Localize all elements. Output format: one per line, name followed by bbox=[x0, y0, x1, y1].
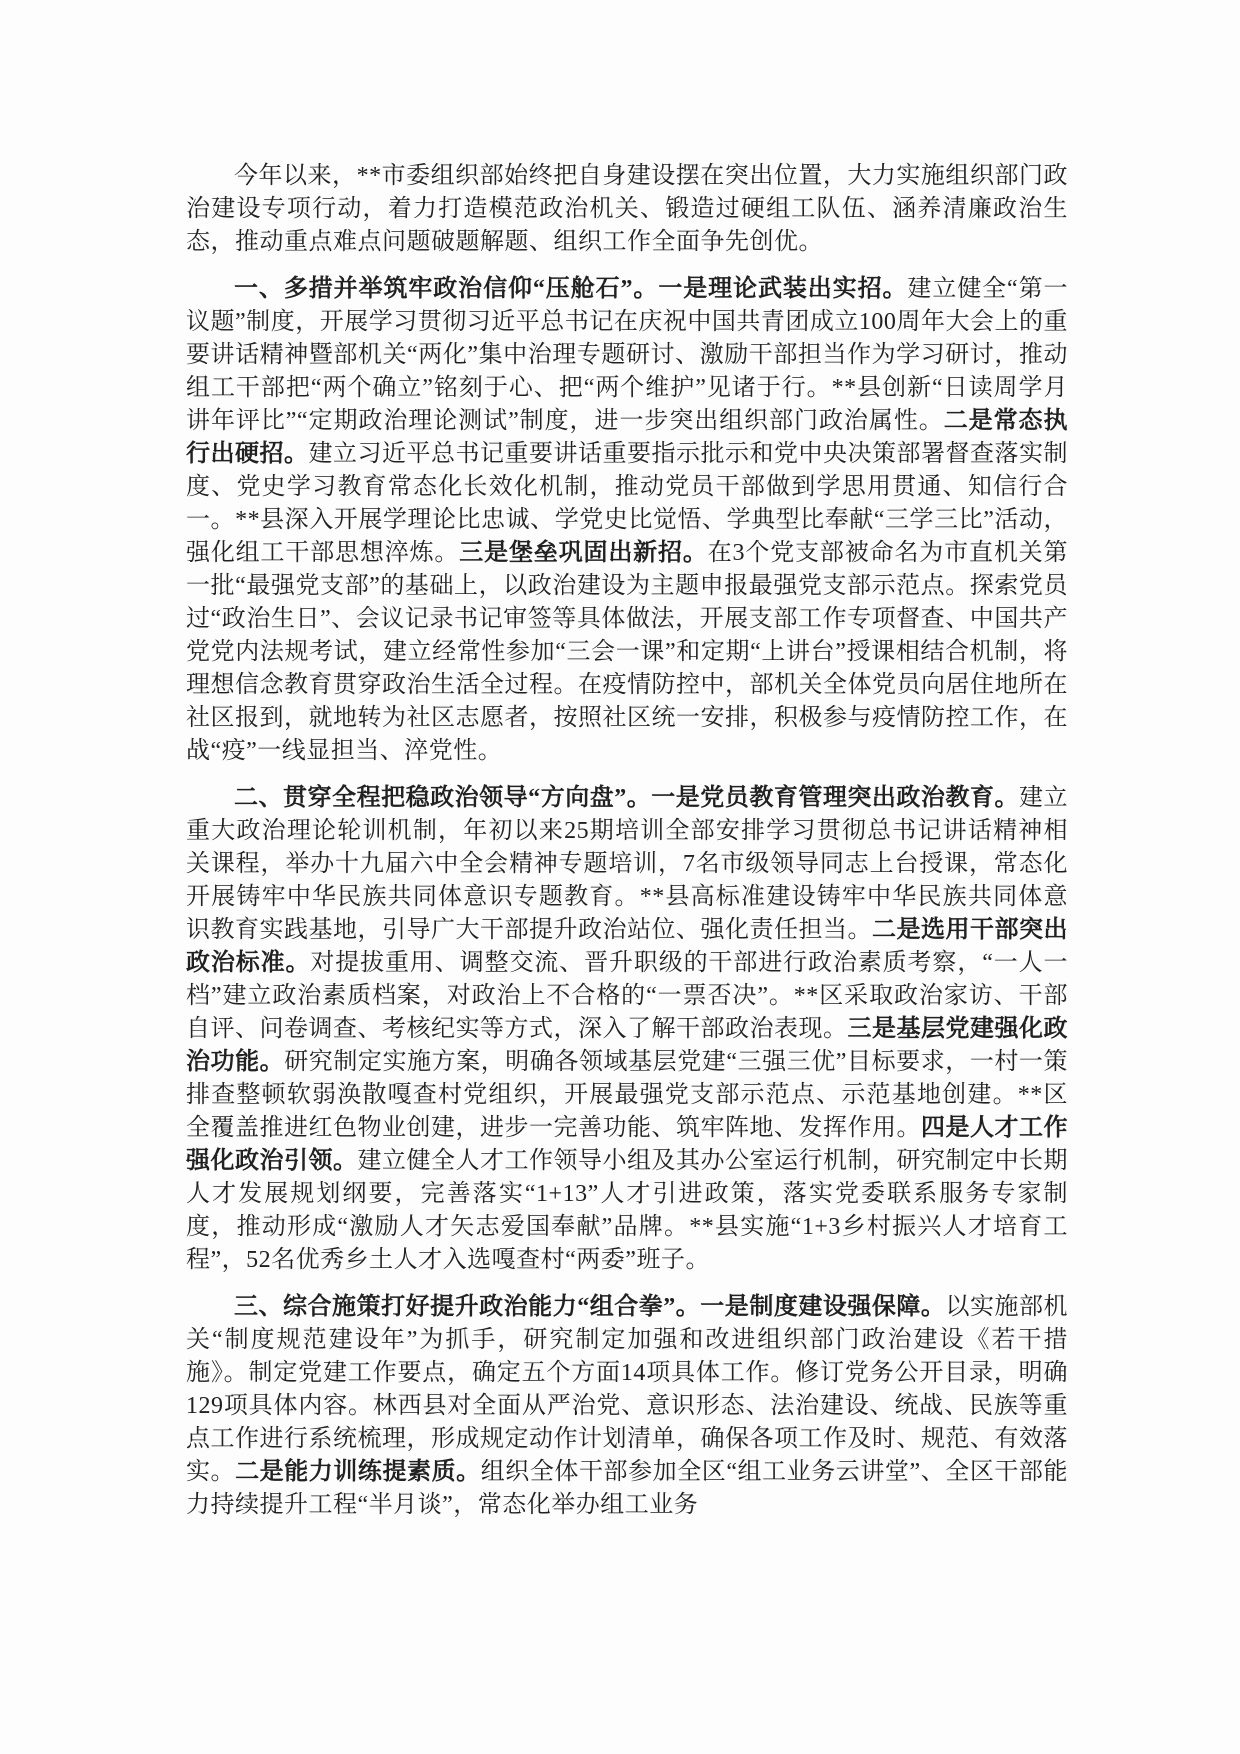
text-run: 在3个党支部被命名为市直机关第一批“最强党支部”的基础上，以政治建设为主题申报最强党支部示范点。探索党员过“政治生日”、会议记录书记审签等具体做法，开展支部工作专项督查、中国共产党党内法规考试，建立经常性参加“三会一课”和定期“上讲台”授课相结合机制，将理想信念教育贯穿政治生活全过程。在疫情防控中，部机关全体党员向居住地所在社区报到，就地转为社区志愿者，按照社区统一安排，积极参与疫情防控工作，在战“疫”一线显担当、淬党性。 bbox=[186, 540, 1069, 764]
bold-run: 三是基层党建强化政治功能。 bbox=[186, 1016, 1068, 1075]
bold-run: 二是常态执行出硬招。 bbox=[186, 408, 1068, 467]
text-run: 今年以来，**市委组织部始终把自身建设摆在突出位置，大力实施组织部门政治建设专项行动，着力打造模范政治机关、锻造过硬组工队伍、涵养清廉政治生态，推动重点难点问题破题解题、组织工作全面争先创优。 bbox=[186, 163, 1068, 255]
text-run: 建立重大政治理论轮训机制，年初以来25期培训全部安排学习贯彻总书记讲话精神相关课程，举办十九届六中全会精神专题培训，7名市级领导同志上台授课，常态化开展铸牢中华民族共同体意识专题教育。**县高标准建设铸牢中华民族共同体意识教育实践基地，引导广大干部提升政治站位、强化责任担当。 bbox=[186, 785, 1068, 943]
paragraph bbox=[186, 1291, 1068, 1522]
text-run: 建立健全人才工作领导小组及其办公室运行机制，研究制定中长期人才发展规划纲要，完善落实“1+13”人才引进政策，落实党委联系服务专家制度，推动形成“激励人才矢志爱国奉献”品牌。**县实施“1+3乡村振兴人才培育工程”，52名优秀乡土人才入选嘎查村“两委”班子。 bbox=[186, 1148, 1068, 1273]
bold-run: 三是堡垒巩固出新招。 bbox=[459, 540, 708, 566]
bold-run: 一、多措并举筑牢政治信仰“压舱石”。一是理论武装出实招。 bbox=[234, 276, 908, 302]
document-body bbox=[186, 160, 1068, 1522]
text-run: 研究制定实施方案，明确各领域基层党建“三强三优”目标要求，一村一策排查整顿软弱涣散嘎查村党组织，开展最强党支部示范点、示范基地创建。**区全覆盖推进红色物业创建，进步一完善功能、筑牢阵地、发挥作用。 bbox=[186, 1049, 1068, 1141]
text-run: 以实施部机关“制度规范建设年”为抓手，研究制定加强和改进组织部门政治建设《若干措施》。制定党建工作要点，确定五个方面14项具体工作。修订党务公开目录，明确129项具体内容。林西县对全面从严治党、意识形态、法治建设、统战、民族等重点工作进行系统梳理，形成规定动作计划清单，确保各项工作及时、规范、有效落实。 bbox=[186, 1294, 1069, 1485]
text-run: 建立习近平总书记重要讲话重要指示批示和党中央决策部署督查落实制度、党史学习教育常态化长效化机制，推动党员干部做到学思用贯通、知信行合一。**县深入开展学理论比忠诚、学党史比觉悟、学典型比奉献“三学三比”活动，强化组工干部思想淬炼。 bbox=[186, 441, 1068, 566]
paragraph bbox=[186, 160, 1068, 259]
bold-run: 四是人才工作强化政治引领。 bbox=[186, 1115, 1068, 1174]
bold-run: 二是选用干部突出政治标准。 bbox=[186, 917, 1068, 976]
paragraph bbox=[186, 782, 1068, 1277]
bold-run: 二、贯穿全程把稳政治领导“方向盘”。一是党员教育管理突出政治教育。 bbox=[234, 785, 1019, 811]
text-run: 组织全体干部参加全区“组工业务云讲堂”、全区干部能力持续提升工程“半月谈”，常态化举办组工业务 bbox=[186, 1459, 1068, 1518]
bold-run: 三、综合施策打好提升政治能力“组合拳”。一是制度建设强保障。 bbox=[234, 1294, 946, 1320]
text-run: 对提拔重用、调整交流、晋升职级的干部进行政治素质考察，“一人一档”建立政治素质档案，对政治上不合格的“一票否决”。**区采取政治家访、干部自评、问卷调查、考核纪实等方式，深入了解干部政治表现。 bbox=[186, 950, 1068, 1042]
paragraph bbox=[186, 273, 1068, 768]
text-run: 建立健全“第一议题”制度，开展学习贯彻习近平总书记在庆祝中国共青团成立100周年大会上的重要讲话精神暨部机关“两化”集中治理专题研讨、激励干部担当作为学习研讨，推动组工干部把“两个确立”铭刻于心、把“两个维护”见诸于行。**县创新“日读周学月讲年评比”“定期政治理论测试”制度，进一步突出组织部门政治属性。 bbox=[186, 276, 1069, 434]
bold-run: 二是能力训练提素质。 bbox=[235, 1459, 481, 1485]
